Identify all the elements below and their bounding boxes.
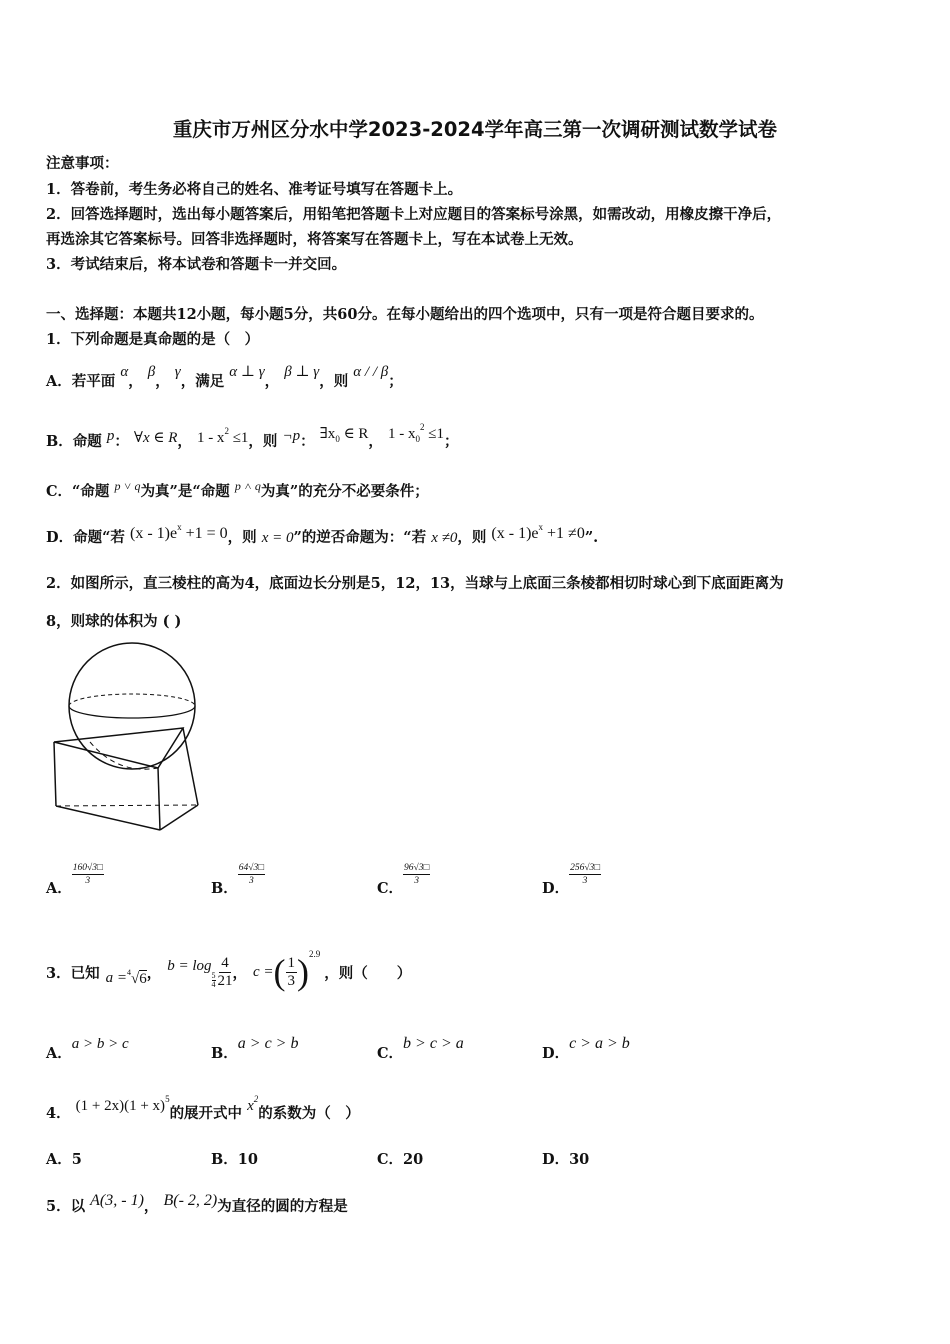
q4-term-exp: 2 (253, 1094, 259, 1104)
q4-term (247, 1094, 259, 1114)
notice-item-3: 3．考试结束后，将本试卷和答题卡一并交回。 (46, 256, 347, 273)
prism-bottom-left (56, 806, 160, 830)
q1-b-forall: ∀x ∈ R (133, 430, 178, 446)
q2-option-b (211, 862, 265, 897)
q1-b-ineq2-exp: 2 (419, 422, 425, 432)
q2-b-den: 3 (248, 876, 254, 886)
q1-b-ineq2-base: 1 - x (387, 426, 416, 442)
q3-c-fraction (286, 955, 298, 990)
q3-b-arg-den: 21 (217, 972, 233, 989)
q2-b-num: 64√3□ (238, 863, 264, 873)
q1-d-expr2-tail: +1 ≠0 (543, 525, 585, 542)
q1-d-expr-2 (491, 522, 585, 542)
q3-c-label: C． (377, 1045, 404, 1062)
q3-b-expr: b = log (167, 957, 212, 974)
q4-term-base: x (247, 1098, 254, 1114)
sphere-prism-figure (48, 640, 208, 835)
q1-a-then: ，则 (319, 373, 349, 390)
q3-c-rparen: ) (297, 952, 310, 992)
q1-d-expr2-exp: x (538, 522, 544, 532)
q1-a-end: ； (388, 373, 403, 390)
q2-d-label: D． (542, 879, 570, 897)
q1-option-c (46, 480, 429, 501)
q1-b-ineq2-tail: ≤1 (424, 426, 444, 442)
q1-option-d (46, 522, 599, 547)
q1-b-ineq1-tail: ≤1 (228, 430, 249, 446)
q1-c-mid: 为真”是“命题 (140, 483, 230, 500)
q3-b-label: B． (211, 1045, 238, 1062)
q4-expr-exp: 5 (165, 1094, 170, 1104)
q1-d-expr1-tail: +1 = 0 (181, 525, 228, 542)
q1-b-p: p (106, 428, 115, 444)
q1-b-ineq1-base: 1 - x (196, 430, 225, 446)
q1-a-beta: β (147, 364, 156, 380)
q1-d-x-eq-0: x = 0 (261, 530, 294, 546)
q1-d-then-2: ，则 (457, 529, 487, 546)
q1-d-expr1-base: (x - 1)e (129, 525, 178, 542)
notice-item-1: 1．答卷前，考生务必将自己的姓名、准考证号填写在答题卡上。 (46, 181, 463, 198)
q1-d-mid: ”的逆否命题为：“若 (293, 529, 427, 546)
q2-d-num: 256√3□ (570, 863, 601, 873)
q1-b-exists (320, 426, 369, 442)
q4-stem (46, 1094, 360, 1123)
q1-d-expr1-exp: x (177, 522, 182, 532)
q4-option-a: A．5 (46, 1151, 82, 1168)
notice-item-2-line-2: 再选涂其它答案标号。回答非选择题时，将答案写在答题卡上，写在本试卷上无效。 (46, 231, 583, 248)
q2-c-den: 3 (414, 876, 420, 886)
q1-b-inequality-2 (387, 422, 444, 444)
q1-d-label: D．命题“若 (46, 529, 125, 546)
q3-c-lparen: ( (273, 952, 286, 992)
q3-option-b (211, 1035, 299, 1063)
q3-c-frac-num: 1 (287, 954, 296, 971)
q3-b-base-den: 4 (211, 979, 216, 989)
q1-a-cond-1: α ⊥ γ (229, 364, 265, 380)
q1-a-satisfy: ，满足 (180, 373, 225, 390)
q4-label: 4． (46, 1105, 71, 1122)
q1-c-end: 为真”的充分不必要条件； (260, 483, 429, 500)
q1-d-x-ne-0: x ≠0 (431, 530, 458, 546)
q1-b-label: B．命题 (46, 433, 102, 450)
q1-a-label: A．若平面 (46, 373, 116, 390)
q1-b-end: ； (443, 433, 459, 450)
q1-a-conclusion: α / / β (353, 364, 389, 380)
q3-a-value: a > b > c (71, 1036, 129, 1052)
q4-mid: 的展开式中 (169, 1105, 243, 1122)
q1-b-comma-2: ， (368, 433, 383, 450)
q2-c-label: C． (377, 879, 404, 897)
q3-a-expr: a = (105, 969, 127, 986)
q3-option-a (46, 1036, 129, 1063)
q3-c-expr: c = (253, 963, 274, 980)
q1-b-ineq2-sub: 0 (415, 434, 420, 444)
q4-option-b: B．10 (211, 1151, 258, 1168)
q5-label: 5．以 (46, 1198, 86, 1215)
prism-edge-front (158, 768, 160, 830)
q1-stem: 1．下列命题是真命题的是（ ） (46, 331, 260, 348)
sphere-equator-back (69, 694, 195, 706)
q2-b-label: B． (211, 879, 238, 897)
q1-a-alpha: α (120, 364, 129, 380)
q3-b-value: a > c > b (237, 1035, 299, 1052)
q3-option-d (542, 1035, 630, 1063)
q5-end: 为直径的圆的方程是 (217, 1198, 348, 1215)
q1-c-p-or-q: p ˅ q (114, 479, 141, 493)
q2-a-den: 3 (85, 876, 91, 886)
q1-d-end: ”. (584, 529, 599, 546)
page-title: 重庆市万州区分水中学2023-2024学年高三第一次调研测试数学试卷 (172, 118, 778, 141)
q1-a-cond-2: β ⊥ γ (284, 364, 320, 380)
notice-item-2-line-1: 2．回答选择题时，选出每小题答案后，用铅笔把答题卡上对应题目的答案标号涂黑，如需改动，用橡皮擦干净后， (46, 206, 782, 223)
q1-b-then: ，则 (248, 433, 278, 450)
q1-a-comma-2: ， (155, 373, 170, 390)
q2-c-fraction (403, 862, 430, 887)
q4-option-d: D．30 (542, 1151, 590, 1168)
q3-d-label: D． (542, 1045, 570, 1062)
q3-a-radicand: 6 (139, 971, 147, 987)
q4-end: 的系数为（ ） (258, 1105, 360, 1122)
q3-b-arg-num: 4 (221, 954, 229, 971)
q2-c-num: 96√3□ (404, 863, 430, 873)
q1-d-expr2-base: (x - 1)e (491, 525, 539, 542)
q1-a-comma-3: ， (264, 373, 280, 390)
q3-b-base (212, 972, 216, 989)
q3-a-root: $^4$√6 (126, 968, 147, 987)
q1-b-inequality-1 (196, 426, 249, 446)
q5-stem (46, 1192, 348, 1216)
q2-option-c (377, 862, 430, 897)
q2-option-a (46, 862, 104, 897)
q3-stem (46, 948, 411, 996)
q2-d-fraction (569, 862, 601, 887)
q1-b-comma: ， (177, 433, 192, 450)
prism-top-face (54, 728, 183, 768)
q1-c-label: C．“命题 (46, 483, 110, 500)
q1-b-exists-tail: ∈ R (339, 426, 369, 442)
q3-then: ，则（ ） (324, 964, 412, 982)
sphere-equator-front (69, 706, 195, 718)
q2-stem-line-2: 8，则球的体积为 ( ) (46, 613, 182, 630)
q1-b-exists-sub: 0 (335, 434, 340, 444)
q1-b-colon: ： (114, 433, 129, 450)
q1-c-p-and-q: p ˄ q (234, 479, 261, 493)
q4-expression (75, 1094, 170, 1114)
q1-a-gamma: γ (174, 364, 181, 380)
q3-a-label: A． (46, 1045, 72, 1062)
q1-option-a (46, 364, 403, 391)
q3-c-value: b > c > a (403, 1035, 464, 1052)
q1-option-b (46, 422, 459, 452)
q1-a-comma-1: ， (128, 373, 143, 390)
q3-comma-1: ， (146, 964, 162, 982)
q1-d-expr-1 (129, 522, 228, 542)
q3-comma-2: ， (232, 964, 247, 982)
q1-b-exists-x: ∃x (319, 426, 336, 442)
prism-edge-left (54, 742, 56, 806)
q2-stem-line-1: 2．如图所示，直三棱柱的高为4，底面边长分别是5，12，13，当球与上底面三条棱都相切时球心到下底面距离为 (46, 575, 784, 592)
q3-label: 3．已知 (46, 964, 100, 982)
q1-b-ineq1-exp: 2 (224, 426, 229, 436)
q2-option-d (542, 862, 601, 897)
q3-c-exp: 2.9 (309, 949, 321, 959)
q2-a-fraction (72, 862, 104, 887)
q2-a-num: 160√3□ (72, 863, 103, 873)
q2-b-fraction (238, 862, 265, 887)
q3-b-base-num: 5 (211, 970, 216, 980)
q3-c-frac-den: 3 (287, 972, 296, 989)
q3-a-root-index: 4 (126, 968, 131, 977)
q1-b-not-p: ¬p (282, 428, 301, 444)
q3-d-value: c > a > b (569, 1035, 630, 1052)
prism-edge-right (183, 728, 198, 805)
section-heading: 一、选择题：本题共12小题，每小题5分，共60分。在每小题给出的四个选项中，只有一项是符合题目要求的。 (46, 306, 764, 323)
q1-d-then: ，则 (227, 529, 257, 546)
q5-comma: ， (143, 1198, 159, 1215)
q2-a-label: A． (46, 879, 72, 897)
q4-option-c: C．20 (377, 1151, 424, 1168)
q5-point-b: B(- 2, 2) (163, 1192, 218, 1209)
prism-bottom-hidden (56, 805, 198, 806)
q3-b-arg (218, 955, 233, 990)
q5-point-a: A(3, - 1) (90, 1192, 144, 1209)
q2-d-den: 3 (582, 876, 588, 886)
q4-expr-base: (1 + 2x)(1 + x) (75, 1098, 166, 1114)
prism-bottom-right (160, 805, 198, 830)
q1-b-colon-2: ： (300, 433, 315, 450)
q3-option-c (377, 1035, 464, 1063)
notice-heading: 注意事项： (46, 155, 119, 172)
